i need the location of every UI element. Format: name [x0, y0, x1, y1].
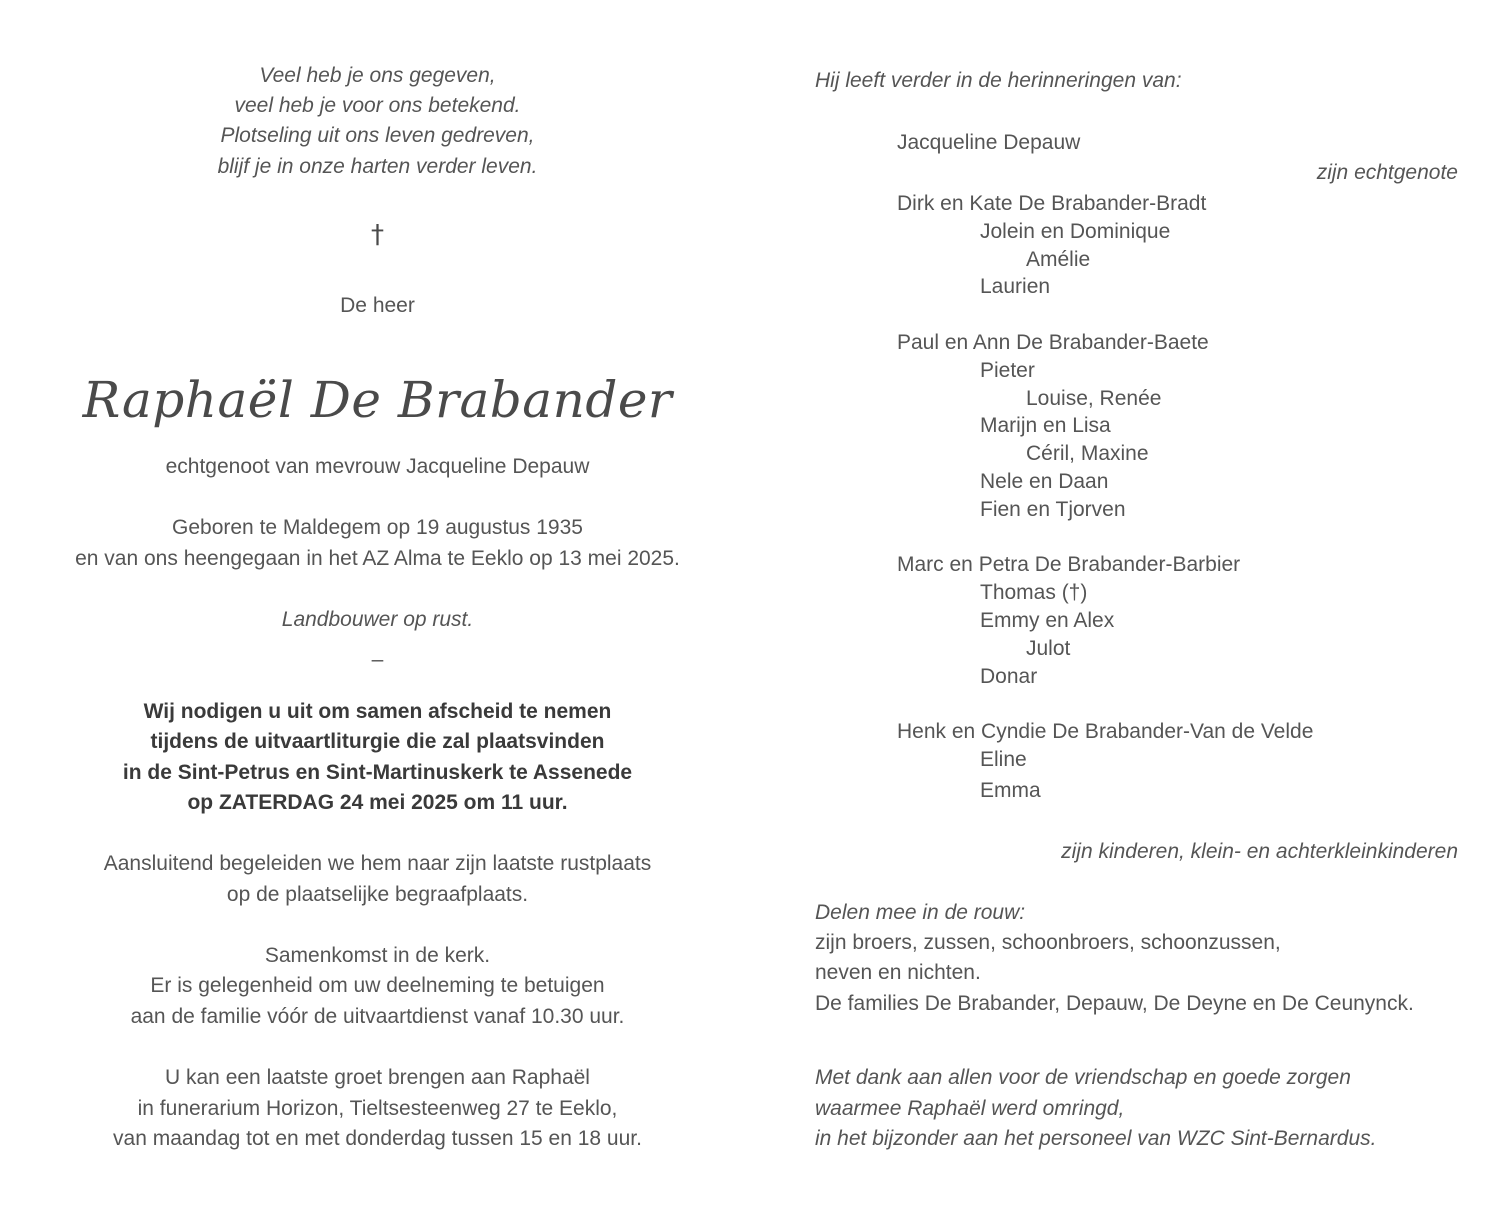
invitation-line: op ZATERDAG 24 mei 2025 om 11 uur. [187, 791, 568, 814]
grandchild: Emmy en Alex [980, 609, 1115, 632]
visit-line: in funerarium Horizon, Tieltsesteenweg 27 te Eeklo, [137, 1097, 618, 1120]
invitation-line: tijdens de uitvaartliturgie die zal plaatsvinden [150, 730, 605, 753]
poem-line: veel heb je voor ons betekend. [234, 94, 521, 117]
great-grandchild: Amélie [1026, 248, 1091, 271]
family-head: Marc en Petra De Brabander-Barbier [897, 553, 1241, 576]
invitation-line: Wij nodigen u uit om samen afscheid te nemen [143, 700, 612, 723]
great-grandchild: Louise, Renée [1026, 387, 1162, 410]
great-grandchild: Julot [1026, 637, 1071, 660]
death-line: en van ons heengegaan in het AZ Alma te Eeklo op 13 mei 2025. [75, 547, 680, 570]
thanks-line: in het bijzonder aan het personeel van WZC Sint-Bernardus. [815, 1127, 1377, 1150]
invitation-line: in de Sint-Petrus en Sint-Martinuskerk te Assenede [122, 761, 633, 784]
poem-line: Plotseling uit ons leven gedreven, [220, 124, 535, 147]
separator: – [371, 648, 384, 671]
grandchild: Eline [980, 748, 1027, 771]
family-head: Paul en Ann De Brabander-Baete [897, 331, 1209, 354]
mourning-line: neven en nichten. [815, 961, 981, 984]
mourning-line: De families De Brabander, Depauw, De Deyne en De Ceunynck. [815, 992, 1414, 1015]
thanks-line: waarmee Raphaël werd omringd, [815, 1097, 1125, 1120]
grandchild: Donar [980, 665, 1038, 688]
grandchild: Thomas (†) [980, 581, 1088, 604]
mourning-line: zijn broers, zussen, schoonbroers, schoonzussen, [815, 931, 1281, 954]
great-grandchild: Céril, Maxine [1026, 442, 1149, 465]
honorific: De heer [340, 294, 415, 317]
gathering-line: Samenkomst in de kerk. [264, 944, 491, 967]
grandchild: Emma [980, 779, 1041, 802]
visit-line: U kan een laatste groet brengen aan Raphaël [165, 1066, 590, 1089]
burial-line: Aansluitend begeleiden we hem naar zijn laatste rustplaats [103, 852, 652, 875]
family-head: Dirk en Kate De Brabander-Bradt [897, 192, 1207, 215]
grandchild: Pieter [980, 359, 1035, 382]
wife-role: zijn echtgenote [1316, 161, 1458, 184]
birth-line: Geboren te Maldegem op 19 augustus 1935 [172, 516, 583, 539]
poem-line: blijf je in onze harten verder leven. [217, 155, 538, 178]
grandchild: Marijn en Lisa [980, 414, 1111, 437]
gathering-line: aan de familie vóór de uitvaartdienst vanaf 10.30 uur. [130, 1005, 625, 1028]
grandchild: Laurien [980, 275, 1051, 298]
visit-line: van maandag tot en met donderdag tussen 15 en 18 uur. [113, 1127, 642, 1150]
survivors-intro: Hij leeft verder in de herinneringen van: [815, 69, 1182, 92]
thanks-line: Met dank aan allen voor de vriendschap en goede zorgen [815, 1066, 1351, 1089]
deceased-name: Raphaël De Brabander [82, 371, 673, 429]
mourning-title: Delen mee in de rouw: [815, 901, 1026, 924]
poem-line: Veel heb je ons gegeven, [259, 64, 496, 87]
grandchild: Fien en Tjorven [980, 498, 1126, 521]
occupation: Landbouwer op rust. [281, 608, 474, 631]
wife-name: Jacqueline Depauw [897, 131, 1081, 154]
cross-icon: † [371, 220, 384, 250]
burial-line: op de plaatselijke begraafplaats. [226, 883, 529, 906]
family-head: Henk en Cyndie De Brabander-Van de Velde [897, 720, 1314, 743]
grandchild: Jolein en Dominique [980, 220, 1171, 243]
spouse-line: echtgenoot van mevrouw Jacqueline Depauw [165, 455, 590, 478]
children-role: zijn kinderen, klein- en achterkleinkinderen [1061, 840, 1458, 863]
gathering-line: Er is gelegenheid om uw deelneming te betuigen [150, 974, 605, 997]
grandchild: Nele en Daan [980, 470, 1109, 493]
